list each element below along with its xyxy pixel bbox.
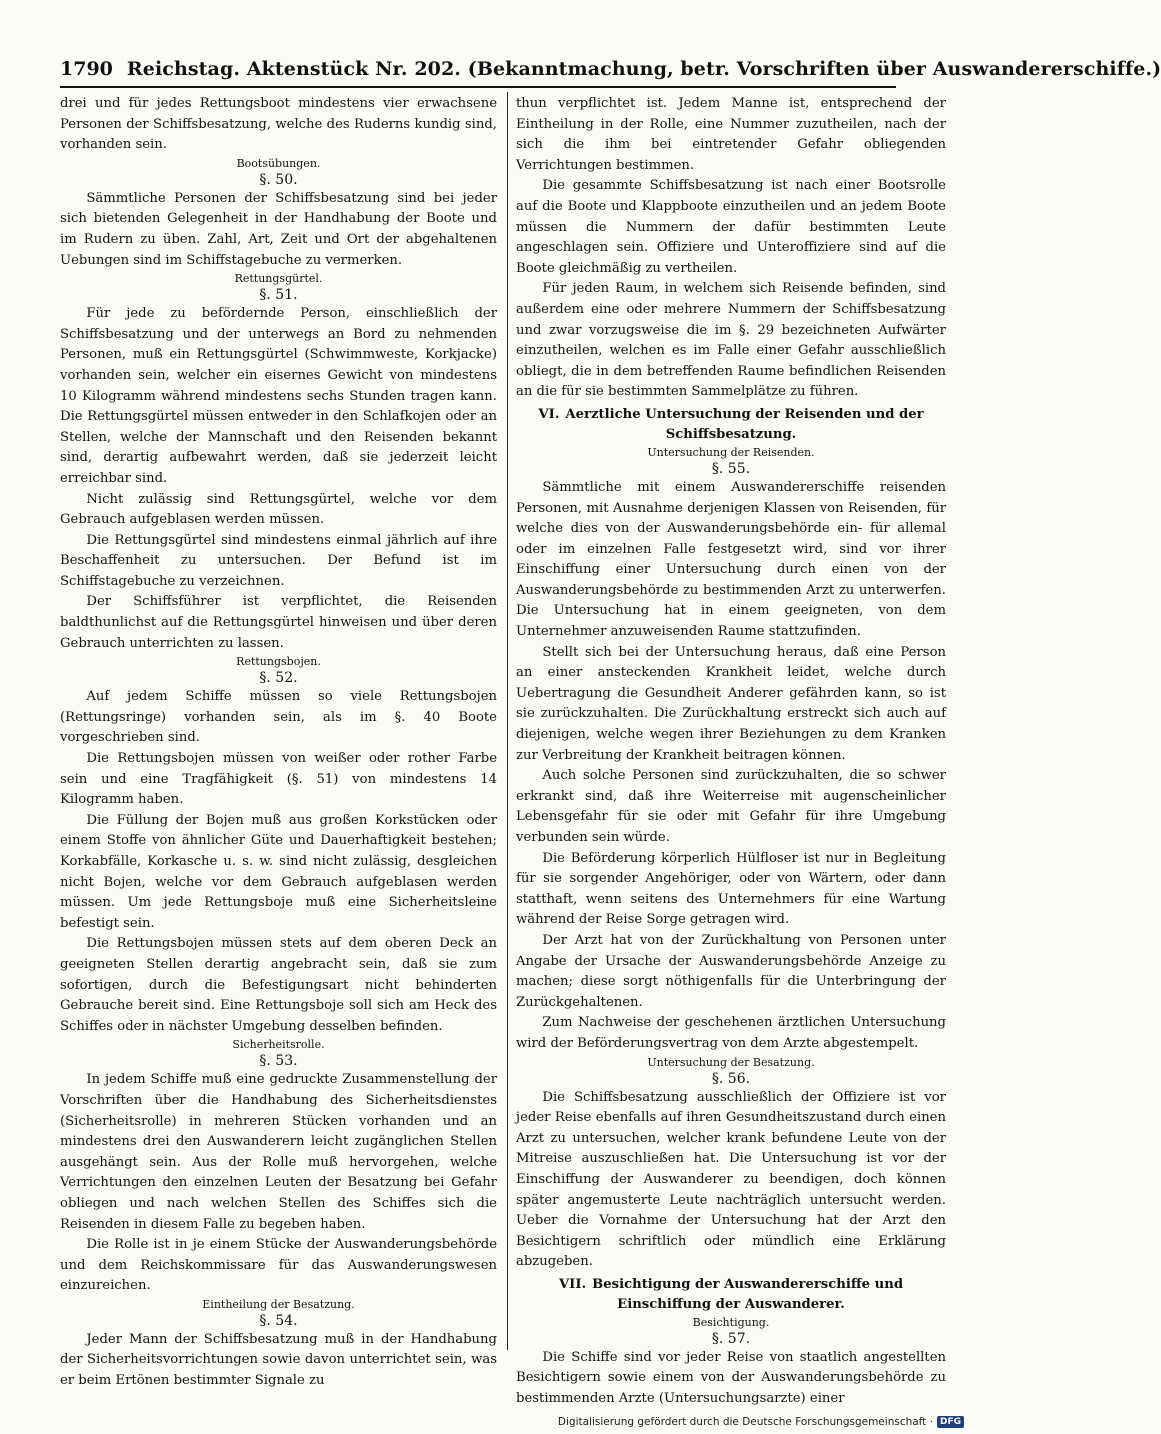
right-column — [516, 94, 946, 1410]
paragraph: Auch solche Personen sind zurückzuhalten, die so schwer erkrankt sind, daß ihre Weiterreise mit augenscheinlicher Lebensgefahr für sie oder mit Gefahr für ihre Umgebung verbunden sein würde. — [516, 768, 946, 845]
column-divider — [507, 92, 508, 1350]
paragraph: Die Schiffsbesatzung ausschließlich der Offiziere ist vor jeder Reise ebenfalls auf ihren Gesundheitszustand durch einen Arzt zu untersuchen, welcher krank befundene Leute von der Mitreise auszuschließen hat. Die Untersuchung ist vor der Einschiffung der Auswanderer zu beendigen, doch können später angemusterte Leute nachträglich untersucht werden. Ueber die Vornahme der Untersuchung hat der Arzt den Besichtigern schriftlich oder mündlich eine Erklärung abzugeben. — [516, 1089, 946, 1270]
section-number: §. 50. — [259, 171, 298, 188]
paragraph: Die Rolle ist in je einem Stücke der Auswanderungsbehörde und dem Reichskommissare für das Auswanderungswesen einzureichen. — [60, 1237, 497, 1294]
section-number: §. 54. — [259, 1312, 298, 1329]
paragraph: Sämmtliche mit einem Auswandererschiffe reisenden Personen, mit Ausnahme derjenigen Klassen von Reisenden, für welche dies von der Auswanderungsbehörde ein- für allemal oder im einzelnen Falle festgesetzt wird, sind vor ihrer Einschiffung einer Untersuchung durch einen von der Auswanderungsbehörde zu bestimmenden Arzt zu unterwerfen. Die Untersuchung hat in einem geeigneten, von dem Unternehmer anzuweisenden Raume stattzufinden. — [516, 479, 946, 640]
paragraph: Auf jedem Schiffe müssen so viele Rettungsbojen (Rettungsringe) vorhanden sein, als im §. 40 Boote vorgeschrieben sind. — [60, 689, 497, 746]
paragraph: Nicht zulässig sind Rettungsgürtel, welche vor dem Gebrauch aufgeblasen werden müssen. — [60, 491, 497, 528]
paragraph: Der Schiffsführer ist verpflichtet, die Reisenden baldthunlichst auf die Rettungsgürtel hinweisen und über deren Gebrauch unterrichten zu lassen. — [60, 594, 497, 651]
paragraph: Jeder Mann der Schiffsbesatzung muß in der Handhabung der Sicherheitsvorrichtungen sowie davon unterrichtet sein, was er beim Ertönen bestimmter Signale zu — [60, 1331, 497, 1389]
credit-text: Digitalisierung gefördert durch die Deutsche Forschungsgemeinschaft · — [557, 1416, 933, 1428]
paragraph: Die Rettungsbojen müssen von weißer oder rother Farbe sein und eine Tragfähigkeit (§. 51) von mindestens 14 Kilogramm haben. — [60, 751, 497, 808]
section-number: §. 57. — [711, 1330, 751, 1347]
chapter-heading — [516, 1275, 946, 1315]
section-subheading: Sicherheitsrolle. — [232, 1038, 325, 1052]
section-number: §. 55. — [711, 460, 751, 477]
section-subheading: Bootsübungen. — [236, 156, 321, 170]
paragraph: Stellt sich bei der Untersuchung heraus, daß eine Person an einer ansteckenden Krankheit leidet, welche durch Uebertragung die Gesundheit Anderer gefährden kann, so ist sie zurückzuhalten. Die Zurückhaltung erstreckt sich auch auf diejenigen, welche wegen ihrer Beziehungen zu dem Kranken zur Verbreitung der Krankheit beitragen können. — [516, 644, 946, 763]
digitization-credit — [558, 1416, 964, 1428]
dfg-logo-icon: DFG — [937, 1416, 964, 1428]
section-subheading: Untersuchung der Reisenden. — [647, 445, 815, 459]
section-number: §. 52. — [259, 670, 298, 687]
paragraph: thun verpflichtet ist. Jedem Manne ist, entsprechend der Eintheilung in der Rolle, eine Nummer zuzutheilen, nach der sich die ihm bei eintretender Gefahr obliegenden Verrichtungen bestimmen. — [516, 96, 946, 173]
paragraph: Die Rettungsbojen müssen stets auf dem oberen Deck an geeigneten Stellen derartig angebracht sein, daß sie zum sofortigen, durch die Befestigungsart nicht behinderten Gebrauche bereit sind. Eine Rettungsboje soll sich am Heck des Schiffes oder in nächster Umgebung desselben befinden. — [60, 936, 497, 1034]
paragraph: Sämmtliche Personen der Schiffsbesatzung sind bei jeder sich bietenden Gelegenheit in der Handhabung der Boote und im Rudern zu üben. Zahl, Art, Zeit und Ort der abgehaltenen Uebungen sind im Schiffstagebuche zu vermerken. — [60, 190, 497, 268]
section-subheading: Besichtigung. — [692, 1315, 770, 1329]
left-column — [60, 94, 497, 1392]
header-rule — [60, 86, 896, 88]
section-subheading: Eintheilung der Besatzung. — [202, 1297, 355, 1311]
section-subheading: Untersuchung der Besatzung. — [647, 1055, 815, 1069]
paragraph: drei und für jedes Rettungsboot mindestens vier erwachsene Personen der Schiffsbesatzung, welche des Ruderns kundig sind, vorhanden sein. — [60, 96, 497, 153]
section-number: §. 51. — [259, 287, 298, 304]
paragraph: In jedem Schiffe muß eine gedruckte Zusammenstellung der Vorschriften über die Handhabung des Sicherheitsdienstes (Sicherheitsrolle) in mehreren Stücken vorhanden und an mindestens drei den Auswanderern leicht zugänglichen Stellen ausgehängt sein. Aus der Rolle muß hervorgehen, welche Verrichtungen den einzelnen Leuten der Besatzung bei Gefahr obliegen und nach welchen Stellen des Schiffes sich die Reisenden in diesem Falle zu begeben haben. — [60, 1072, 497, 1232]
paragraph: Die Beförderung körperlich Hülfloser ist nur in Begleitung für sie sorgender Angehöriger, oder von Wärtern, oder dann statthaft, wenn seitens des Unternehmers für eine Wartung während der Reise Sorge getragen wird. — [516, 850, 946, 928]
page-header — [60, 58, 1161, 80]
page-number: 1790 — [60, 58, 113, 80]
section-subheading: Rettungsbojen. — [236, 655, 321, 669]
section-subheading: Rettungsgürtel. — [234, 272, 323, 286]
chapter-number: VII. — [558, 1276, 587, 1292]
paragraph: Für jeden Raum, in welchem sich Reisende befinden, sind außerdem eine oder mehrere Nummern der Schiffsbesatzung und zwar vorzugsweise die im §. 29 bezeichneten Aufwärter einzutheilen, welchen es im Falle einer Gefahr ausschließlich obliegt, die in dem betreffenden Raume befindlichen Reisenden an die für sie bestimmten Sammelplätze zu führen. — [516, 281, 946, 400]
paragraph: Der Arzt hat von der Zurückhaltung von Personen unter Angabe der Ursache der Auswanderungsbehörde Anzeige zu machen; diese sorgt nöthigenfalls für die Unterbringung der Zurückgehaltenen. — [516, 932, 946, 1010]
chapter-title: Aerztliche Untersuchung der Reisenden und der Schiffsbesatzung. — [565, 406, 924, 442]
section-number: §. 53. — [259, 1053, 298, 1070]
section-number: §. 56. — [711, 1070, 751, 1087]
chapter-number: VI. — [538, 406, 560, 422]
chapter-title: Besichtigung der Auswandererschiffe und Einschiffung der Auswanderer. — [592, 1276, 904, 1312]
paragraph: Die gesammte Schiffsbesatzung ist nach einer Bootsrolle auf die Boote und Klappboote einzutheilen und an jedem Boote müssen die Nummern der dafür bestimmten Leute angeschlagen sein. Offiziere und Unteroffiziere sind auf die Boote gleichmäßig zu vertheilen. — [516, 178, 946, 276]
paragraph: Zum Nachweise der geschehenen ärztlichen Untersuchung wird der Beförderungsvertrag von dem Arzte abgestempelt. — [516, 1015, 946, 1051]
paragraph: Die Rettungsgürtel sind mindestens einmal jährlich auf ihre Beschaffenheit zu untersuchen. Der Befund ist im Schiffstagebuche zu verzeichnen. — [60, 532, 497, 589]
paragraph: Für jede zu befördernde Person, einschließlich der Schiffsbesatzung und der unterwegs an Bord zu nehmenden Personen, muß ein Rettungsgürtel (Schwimmweste, Korkjacke) vorhanden sein, welcher ein eisernes Gewicht von mindestens 10 Kilogramm während mindestens sechs Stunden tragen kann. Die Rettungsgürtel müssen entweder in den Schlafkojen oder an Stellen, welche der Mannschaft und den Reisenden bekannt sind, derartig aufbewahrt werden, daß sie jederzeit leicht erreichbar sind. — [60, 306, 497, 486]
paragraph: Die Schiffe sind vor jeder Reise von staatlich angestellten Besichtigern sowie einem von der Auswanderungsbehörde zu bestimmenden Arzte (Untersuchungsarzte) einer — [516, 1349, 946, 1407]
chapter-heading — [516, 405, 946, 445]
paragraph: Die Füllung der Bojen muß aus großen Korkstücken oder einem Stoffe von ähnlicher Güte und Dauerhaftigkeit bestehen; Korkabfälle, Korkasche u. s. w. sind nicht zulässig, desgleichen nicht Bojen, welche vor dem Gebrauch aufgeblasen werden müssen. Um jede Rettungsboje muß eine Sicherheitsleine befestigt sein. — [60, 812, 497, 931]
running-title: Reichstag. Aktenstück Nr. 202. (Bekanntmachung, betr. Vorschriften über Auswandererschiffe.) — [126, 58, 1161, 80]
